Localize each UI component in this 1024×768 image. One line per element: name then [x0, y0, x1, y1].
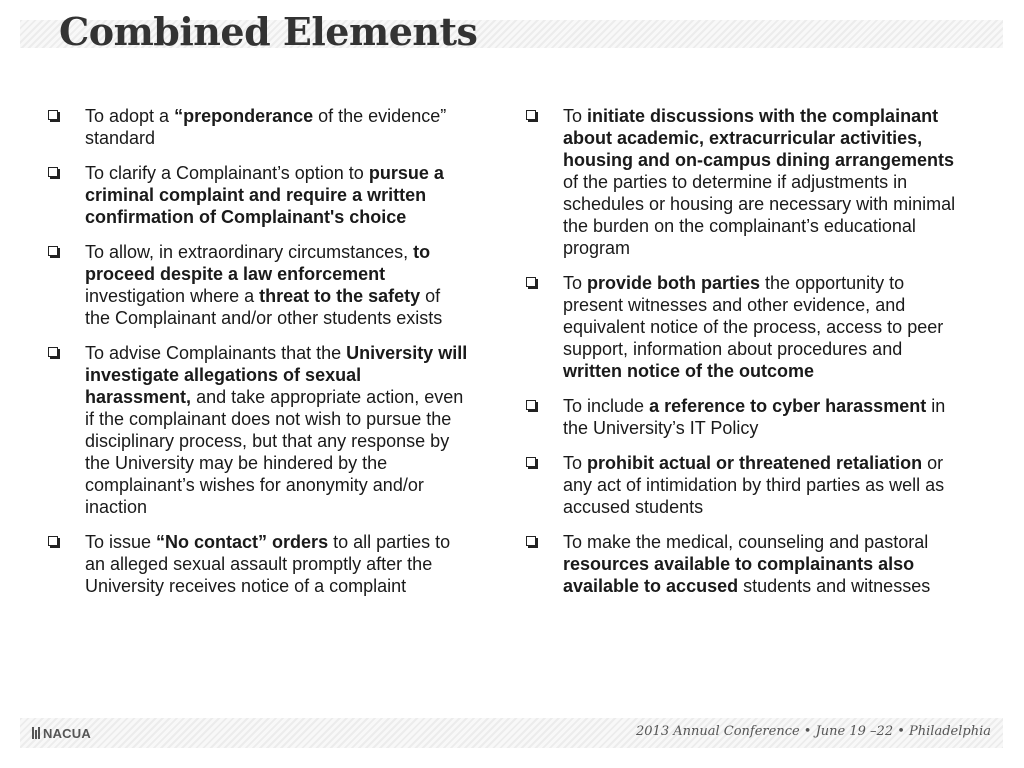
checkbox-icon — [526, 110, 536, 120]
checkbox-icon — [48, 347, 58, 357]
text-segment: in the University’s IT Policy — [563, 396, 946, 438]
text-segment: investigation where a — [85, 286, 260, 306]
text-segment: To include — [563, 396, 650, 416]
bullet-text — [85, 242, 442, 328]
bold-segment: “No contact” orders — [156, 532, 329, 552]
left-bullet-list — [46, 105, 470, 610]
left-bullet-item — [46, 342, 470, 518]
footer — [20, 718, 1003, 748]
text-segment: of the Complainant and/or other students exists — [85, 286, 443, 328]
bold-segment: written notice of the outcome — [563, 361, 815, 381]
text-segment: To — [563, 106, 588, 126]
text-segment: To adopt a — [85, 106, 175, 126]
checkbox-icon — [526, 277, 536, 287]
text-segment: To clarify a Complainant’s option to — [85, 163, 369, 183]
bold-segment: threat to the safety — [259, 286, 421, 306]
checkbox-icon — [48, 167, 58, 177]
checkbox-icon — [526, 536, 536, 546]
text-segment: To make the medical, counseling and pastoral — [563, 532, 929, 552]
right-bullet-item — [524, 531, 964, 597]
right-bullet-item — [524, 105, 964, 259]
bullet-text — [85, 106, 446, 148]
bullet-text — [85, 163, 444, 227]
left-bullet-item — [46, 531, 470, 597]
right-bullet-item — [524, 452, 964, 518]
logo-text: NACUA — [43, 725, 91, 741]
text-segment: To advise Complainants that the — [85, 343, 347, 363]
bullet-text — [563, 106, 955, 258]
bullet-text — [563, 273, 943, 381]
text-segment: of the evidence” standard — [85, 106, 447, 148]
left-bullet-item — [46, 105, 470, 149]
conference-info: 2013 Annual Conference • June 19 –22 • Philadelphia — [636, 724, 991, 739]
bold-segment: prohibit actual or threatened retaliation — [587, 453, 923, 473]
text-segment: students and witnesses — [738, 576, 931, 596]
bullet-text — [563, 396, 945, 438]
bold-segment: to proceed despite a law enforcement — [85, 242, 431, 284]
bold-segment: pursue a criminal complaint and require a written confirmation of Complainant's choice — [85, 163, 444, 227]
checkbox-icon — [48, 536, 58, 546]
left-bullet-item — [46, 241, 470, 329]
bold-segment: University will investigate allegations of sexual harassment, — [85, 343, 468, 407]
text-segment: of the parties to determine if adjustments in schedules or housing are necessary with minimal the burden on the complainant’s educational program — [563, 172, 956, 258]
left-bullet-item — [46, 162, 470, 228]
pillar-icon — [32, 727, 40, 739]
text-segment: and take appropriate action, even if the complainant does not wish to pursue the disciplinary process, but that any response by the University may be hindered by the complainant’s wishes for anonymity and/or inaction — [85, 387, 464, 517]
bullet-text — [563, 532, 930, 596]
text-segment: To — [563, 273, 588, 293]
bullet-text — [85, 532, 450, 596]
bold-segment: “preponderance — [174, 106, 314, 126]
text-segment: the opportunity to present witnesses and other evidence, and equivalent notice of the process, access to peer support, information about procedures and — [563, 273, 944, 359]
nacua-logo — [32, 725, 91, 741]
checkbox-icon — [48, 246, 58, 256]
checkbox-icon — [526, 457, 536, 467]
bullet-text — [85, 343, 467, 517]
bold-segment: a reference to cyber harassment — [649, 396, 927, 416]
bold-segment: provide both parties — [587, 273, 761, 293]
text-segment: To issue — [85, 532, 157, 552]
bold-segment: resources available to complainants also available to accused — [563, 554, 915, 596]
slide-title: Combined Elements — [59, 9, 478, 54]
text-segment: or any act of intimidation by third parties as well as accused students — [563, 453, 945, 517]
right-bullet-item — [524, 272, 964, 382]
right-bullet-item — [524, 395, 964, 439]
right-bullet-list — [524, 105, 964, 610]
text-segment: to all parties to an alleged sexual assault promptly after the University receives notice of a complaint — [85, 532, 451, 596]
checkbox-icon — [526, 400, 536, 410]
bold-segment: initiate discussions with the complainant about academic, extracurricular activities, housing and on-campus dining arrangements — [563, 106, 955, 170]
bullet-text — [563, 453, 944, 517]
checkbox-icon — [48, 110, 58, 120]
text-segment: To — [563, 453, 588, 473]
text-segment: To allow, in extraordinary circumstances, — [85, 242, 414, 262]
